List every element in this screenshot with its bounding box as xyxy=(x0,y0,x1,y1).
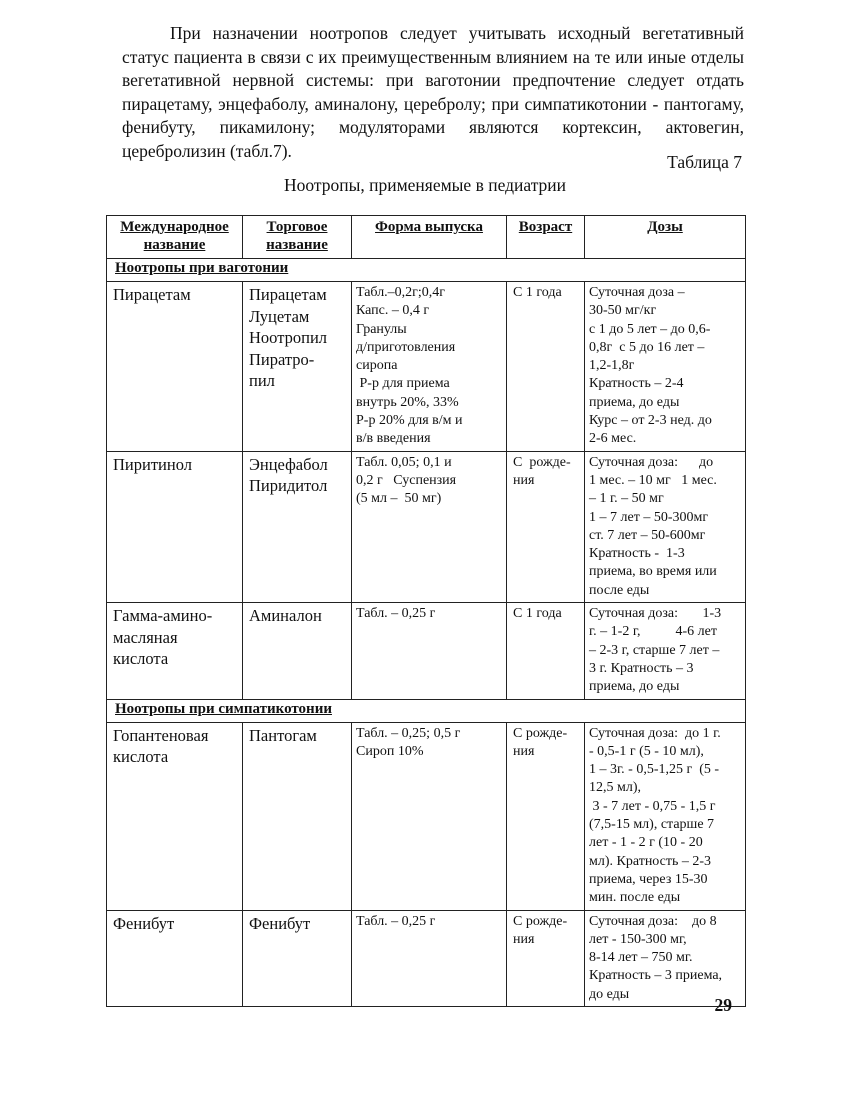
table-row xyxy=(107,603,746,699)
cell-line: ст. 7 лет – 50-600мг xyxy=(589,527,706,543)
header-intl-name: Международное название xyxy=(107,216,243,259)
cell-line: до еды xyxy=(589,986,630,1002)
cell-form xyxy=(352,910,507,1006)
cell-line: приема, до еды xyxy=(589,679,680,695)
cell-line: Фенибут xyxy=(249,913,311,933)
cell-line: Суточная доза: до 8 xyxy=(589,913,717,929)
cell-intl-name: Гамма-амино-масляная кислота xyxy=(107,603,243,699)
table-number: Таблица 7 xyxy=(667,152,742,172)
cell-line: 2-6 мес. xyxy=(589,431,637,447)
table-caption: Ноотропы, применяемые в педиатрии xyxy=(283,175,567,195)
intro-paragraph: При назначении ноотропов следует учитывать исходный вегетативный статус пациента в связи с их преимущественным влиянием на те или иные отделы вегетативной нервной системы: при ваготонии предпочтение следует отдать пирацетаму, энцефаболу, аминалону, церебролу; при симпатикотонии - пантогаму, фенибуту, пикамилону; модуляторами являются кортексин, актовегин, церебролизин (табл.7). xyxy=(122,23,744,161)
cell-line: 30-50 мг/кг xyxy=(589,303,657,319)
cell-line: 0,2 г Суспензия xyxy=(356,472,457,488)
cell-line: Пиридитол xyxy=(249,476,328,496)
cell-line: ния xyxy=(513,472,535,488)
cell-line: Капс. – 0,4 г xyxy=(356,303,430,319)
cell-line: лет - 150-300 мг, xyxy=(589,931,687,947)
cell-age xyxy=(507,282,585,452)
cell-line: Табл.–0,2г;0,4г xyxy=(356,285,446,300)
cell-line: С рожде- xyxy=(513,725,568,741)
cell-line: мин. после еды xyxy=(589,890,681,906)
cell-doses xyxy=(585,722,746,910)
cell-line: внутрь 20%, 33% xyxy=(356,394,459,410)
cell-form xyxy=(352,722,507,910)
cell-doses xyxy=(585,282,746,452)
cell-line: Кратность – 3 приема, xyxy=(589,968,723,984)
cell-line: Гранулы xyxy=(356,321,407,337)
cell-line: Энцефабол xyxy=(249,454,328,474)
header-doses: Дозы xyxy=(585,216,746,259)
cell-doses xyxy=(585,603,746,699)
cell-line: Аминалон xyxy=(249,606,322,626)
cell-line: ния xyxy=(513,743,535,759)
cell-intl-name: Фенибут xyxy=(107,910,243,1006)
header-trade-name: Торговое название xyxy=(243,216,352,259)
cell-line: 3 г. Кратность – 3 xyxy=(589,660,694,676)
cell-line: Суточная доза: до xyxy=(589,454,714,470)
cell-trade-names xyxy=(243,603,352,699)
cell-line: 1 мес. – 10 мг 1 мес. xyxy=(589,472,717,488)
cell-line: Кратность – 2-4 xyxy=(589,376,684,392)
cell-line: сиропа xyxy=(356,358,398,374)
cell-line: С рожде- xyxy=(513,454,571,470)
cell-line: Сироп 10% xyxy=(356,743,424,759)
cell-trade-names xyxy=(243,722,352,910)
cell-line: д/приготовления xyxy=(356,339,456,355)
cell-line: Табл. 0,05; 0,1 и xyxy=(356,454,452,470)
cell-trade-names xyxy=(243,451,352,602)
cell-line: Табл. – 0,25 г xyxy=(356,606,436,622)
cell-line: 3 - 7 лет - 0,75 - 1,5 г xyxy=(589,798,716,814)
cell-line: Пиратро- xyxy=(249,349,315,369)
cell-line: Кратность - 1-3 xyxy=(589,546,685,562)
cell-line: Табл. – 0,25; 0,5 г xyxy=(356,725,461,741)
cell-line: – 1 г. – 50 мг xyxy=(589,491,664,507)
cell-line: 8-14 лет – 750 мг. xyxy=(589,950,693,966)
cell-line: Луцетам xyxy=(249,306,310,326)
cell-intl-name: Пирацетам xyxy=(107,282,243,452)
section-row xyxy=(107,259,746,282)
section-title: Ноотропы при симпатикотонии xyxy=(107,699,746,722)
cell-age xyxy=(507,451,585,602)
cell-line: Пантогам xyxy=(249,725,317,745)
table-row xyxy=(107,722,746,910)
cell-doses xyxy=(585,910,746,1006)
cell-doses xyxy=(585,451,746,602)
cell-line: – 2-3 г, старше 7 лет – xyxy=(589,642,720,658)
cell-line: 1,2-1,8г xyxy=(589,358,635,374)
cell-intl-name: Пиритинол xyxy=(107,451,243,602)
cell-line: 1 – 3г. - 0,5-1,25 г (5 - xyxy=(589,762,720,778)
table-row xyxy=(107,282,746,452)
cell-line: С рожде- xyxy=(513,913,568,929)
cell-line: 12,5 мл), xyxy=(589,780,642,796)
cell-age xyxy=(507,603,585,699)
table-header-row xyxy=(107,216,746,259)
cell-intl-name: Гопантеновая кислота xyxy=(107,722,243,910)
cell-line: Курс – от 2-3 нед. до xyxy=(589,413,712,429)
page-number: 29 xyxy=(714,995,732,1015)
cell-form xyxy=(352,603,507,699)
cell-line: Пирацетам xyxy=(249,285,327,304)
cell-line: в/в введения xyxy=(356,431,431,447)
table-row xyxy=(107,910,746,1006)
cell-line: г. – 1-2 г, 4-6 лет xyxy=(589,624,717,640)
header-age: Возраст xyxy=(507,216,585,259)
nootropics-table xyxy=(106,215,746,1007)
cell-line: Табл. – 0,25 г xyxy=(356,913,436,929)
table-row xyxy=(107,451,746,602)
cell-line: С 1 года xyxy=(513,606,562,622)
cell-line: Ноотропил xyxy=(249,328,328,347)
cell-trade-names xyxy=(243,282,352,452)
cell-line: лет - 1 - 2 г (10 - 20 xyxy=(589,835,703,851)
section-row xyxy=(107,699,746,722)
section-title: Ноотропы при ваготонии xyxy=(107,259,746,282)
cell-line: приема, через 15-30 xyxy=(589,871,708,887)
cell-line: - 0,5-1 г (5 - 10 мл), xyxy=(589,743,704,759)
cell-line: мл). Кратность – 2-3 xyxy=(589,853,712,869)
cell-trade-names xyxy=(243,910,352,1006)
cell-line: (7,5-15 мл), старше 7 xyxy=(589,817,715,833)
cell-line: ния xyxy=(513,931,535,947)
cell-line: Р-р 20% для в/м и xyxy=(356,413,463,429)
cell-form xyxy=(352,451,507,602)
cell-line: после еды xyxy=(589,582,650,598)
header-form: Форма выпуска xyxy=(352,216,507,259)
cell-form xyxy=(352,282,507,452)
cell-line: 1 – 7 лет – 50-300мг xyxy=(589,509,709,525)
cell-line: Суточная доза: до 1 г. xyxy=(589,725,721,741)
cell-age xyxy=(507,722,585,910)
cell-line: приема, во время или xyxy=(589,564,717,580)
cell-line: пил xyxy=(249,371,275,390)
cell-line: Суточная доза – xyxy=(589,285,685,300)
cell-line: С 1 года xyxy=(513,285,562,300)
cell-age xyxy=(507,910,585,1006)
cell-line: 0,8г с 5 до 16 лет – xyxy=(589,339,705,355)
cell-line: Суточная доза: 1-3 xyxy=(589,606,722,622)
cell-line: (5 мл – 50 мг) xyxy=(356,491,442,507)
cell-line: приема, до еды xyxy=(589,394,680,410)
cell-line: Р-р для приема xyxy=(356,376,450,392)
cell-line: с 1 до 5 лет – до 0,6- xyxy=(589,321,711,337)
